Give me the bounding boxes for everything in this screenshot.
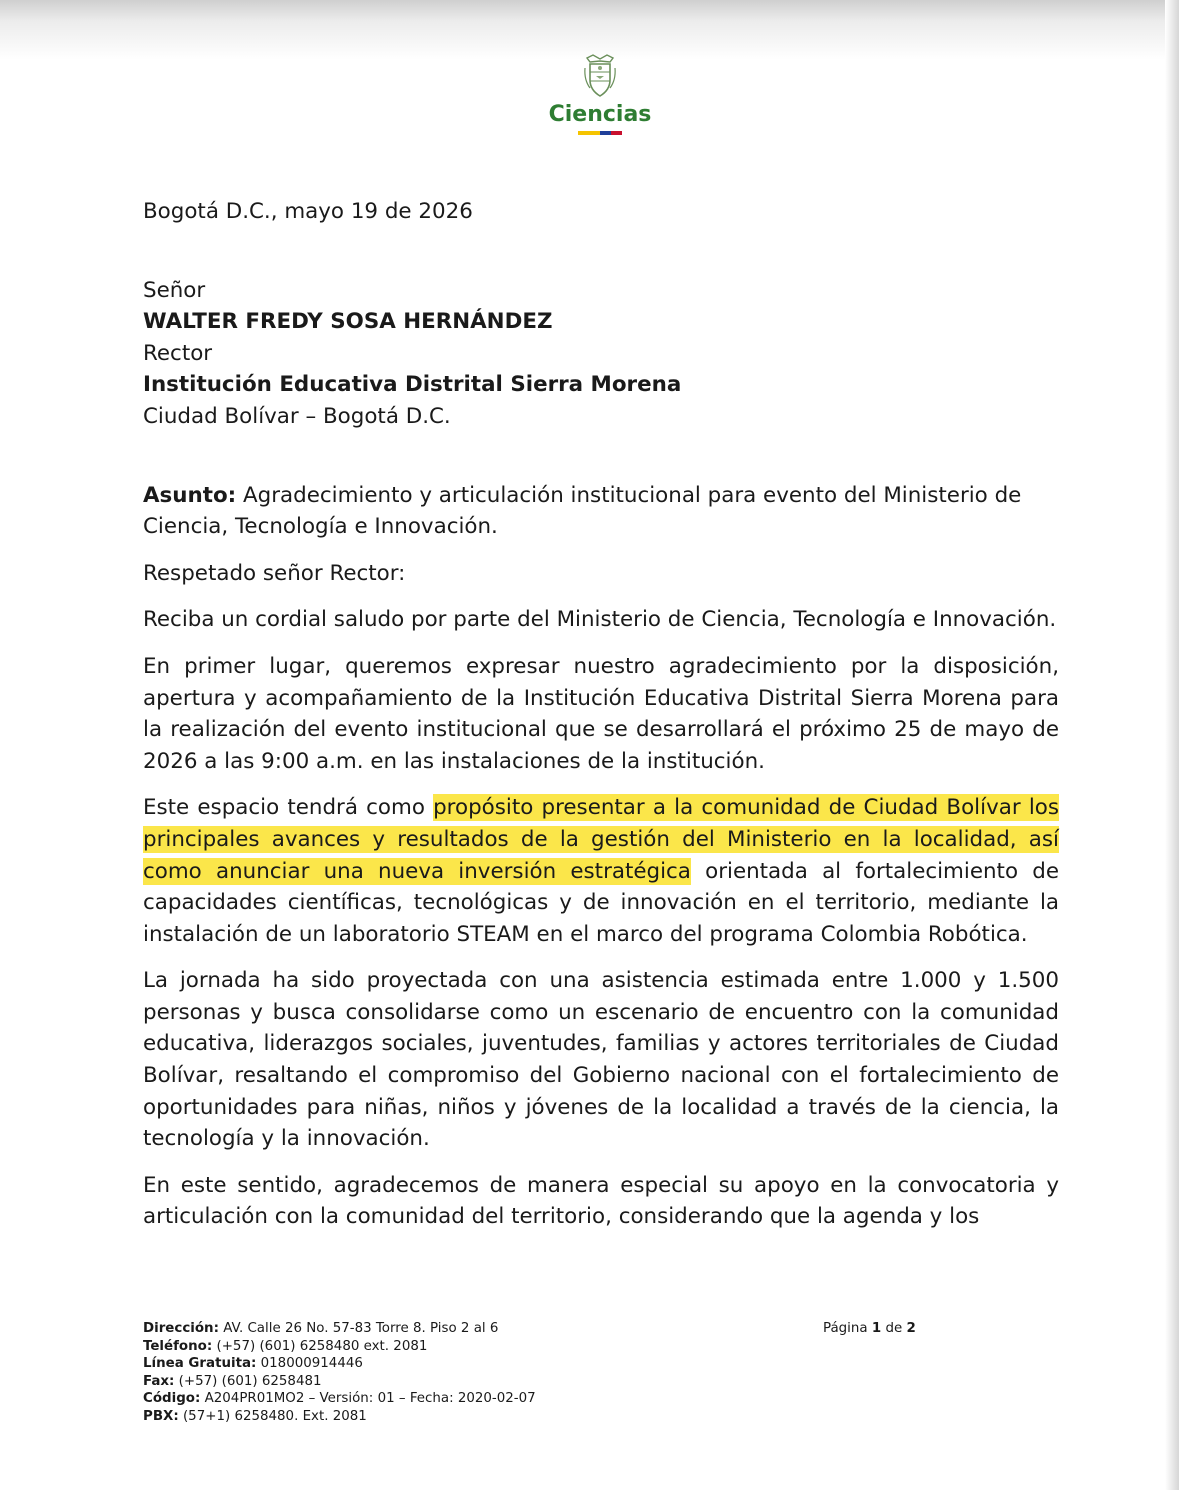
footer-fax <box>143 1373 933 1391</box>
subject-label: Asunto: <box>143 482 237 508</box>
page-total: 2 <box>906 1321 916 1336</box>
letter-body <box>143 196 1059 1248</box>
footer-fax-label: Fax: <box>143 1373 175 1389</box>
recipient-block <box>143 275 1059 433</box>
recipient-location: Ciudad Bolívar – Bogotá D.C. <box>143 403 451 429</box>
footer-phone <box>143 1338 933 1356</box>
footer-address <box>143 1320 933 1338</box>
scan-top-shadow <box>0 0 1179 60</box>
ministry-logo <box>540 54 660 146</box>
subject-text: Agradecimiento y articulación institucional para evento del Ministerio de Ciencia, Tecnología e Innovación. <box>143 482 1022 540</box>
footer-pbx-value: (57+1) 6258480. Ext. 2081 <box>178 1408 367 1424</box>
recipient-salutation: Señor <box>143 277 206 303</box>
footer-pbx <box>143 1408 933 1426</box>
page-word: Página <box>823 1321 872 1336</box>
footer-phone-label: Teléfono: <box>143 1338 213 1354</box>
paragraph-2: En primer lugar, queremos expresar nuestro agradecimiento por la disposición, apertura y acompañamiento de la Institución Educativa Distrital Sierra Morena para la realización del evento institucional que se desarrollará el próximo 25 de mayo de 2026 a las 9:00 a.m. en las instalaciones de la institución. <box>143 653 1059 774</box>
footer-code-value: A204PR01MO2 – Versión: 01 – Fecha: 2020-02-07 <box>200 1391 536 1406</box>
page-current: 1 <box>871 1321 882 1336</box>
footer-toll-free-value: 018000914446 <box>256 1356 363 1371</box>
scan-right-shadow <box>1165 0 1179 1490</box>
paragraph-3-start: Este espacio tendrá como <box>143 795 434 821</box>
recipient-institution: Institución Educativa Distrital Sierra Morena <box>143 372 682 398</box>
recipient-title: Rector <box>143 340 213 366</box>
coat-of-arms-icon <box>583 54 617 100</box>
paragraph-1: Reciba un cordial saludo por parte del Ministerio de Ciencia, Tecnología e Innovación. <box>143 607 1057 633</box>
page-number <box>823 1320 916 1338</box>
logo-wordmark: Ciencias <box>548 102 652 127</box>
footer-code <box>143 1390 933 1408</box>
highlighted-text: propósito presentar a la comunidad de Ciudad Bolívar los principales avances y resultados de la gestión del Ministerio en la localidad, así como anunciar una nueva inversión estratégica <box>143 795 1059 884</box>
footer-phone-value: (+57) (601) 6258480 ext. 2081 <box>212 1338 428 1354</box>
subject-line <box>143 480 1059 543</box>
flag-stripe <box>578 131 622 135</box>
footer-address-label: Dirección: <box>143 1321 219 1336</box>
page-of: de <box>881 1321 907 1336</box>
footer-pbx-label: PBX: <box>143 1408 179 1424</box>
paragraph-3-end: orientada al fortalecimiento de capacidades científicas, tecnológicas y de innovación en el territorio, mediante la instalación de un laboratorio STEAM en el marco del programa Colombia Robótica. <box>143 858 1059 947</box>
recipient-name: WALTER FREDY SOSA HERNÁNDEZ <box>143 309 553 335</box>
footer-toll-free <box>143 1355 933 1373</box>
letter-date: Bogotá D.C., mayo 19 de 2026 <box>143 199 473 224</box>
paragraph-3 <box>143 792 1059 950</box>
footer-toll-free-label: Línea Gratuita: <box>143 1356 257 1371</box>
paragraph-4: La jornada ha sido proyectada con una asistencia estimada entre 1.000 y 1.500 personas y busca consolidarse como un escenario de encuentro con la comunidad educativa, liderazgos sociales, juventudes, familias y actores territoriales de Ciudad Bolívar, resaltando el compromiso del Gobierno nacional con el fortalecimiento de oportunidades para niñas, niños y jóvenes de la localidad a través de la ciencia, la tecnología y la innovación. <box>143 968 1059 1152</box>
footer-address-value: AV. Calle 26 No. 57-83 Torre 8. Piso 2 al 6 <box>218 1321 499 1336</box>
footer-code-label: Código: <box>143 1391 201 1406</box>
greeting: Respetado señor Rector: <box>143 560 406 586</box>
paragraph-5: En este sentido, agradecemos de manera especial su apoyo en la convocatoria y articulación con la comunidad del territorio, considerando que la agenda y los <box>143 1172 1059 1230</box>
footer-fax-value: (+57) (601) 6258481 <box>174 1373 322 1389</box>
footer-contact <box>143 1320 933 1425</box>
